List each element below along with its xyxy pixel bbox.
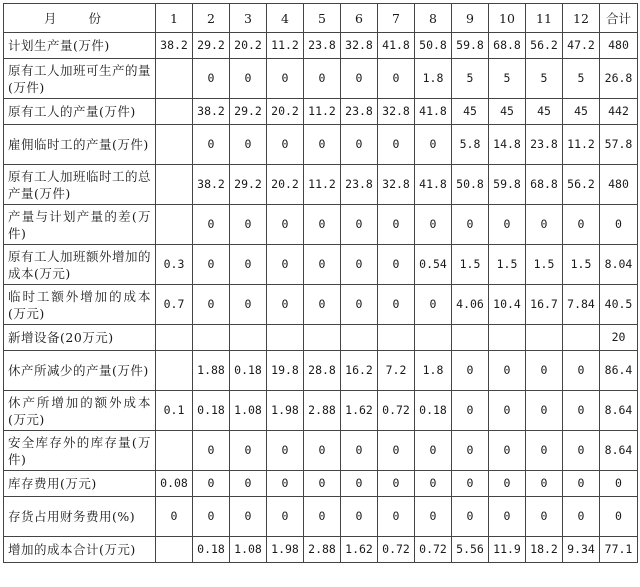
total-cell: 0 <box>600 497 638 537</box>
total-cell: 442 <box>600 99 638 125</box>
row-label: 雇佣临时工的产量(万件) <box>4 125 156 165</box>
value-cell: 38.2 <box>156 33 193 59</box>
table-row <box>4 245 638 285</box>
value-cell: 0 <box>341 497 378 537</box>
value-cell: 29.2 <box>230 99 267 125</box>
header-month-7: 7 <box>378 4 415 33</box>
row-label: 库存费用(万元) <box>4 471 156 497</box>
value-cell: 0 <box>341 471 378 497</box>
value-cell: 0 <box>489 431 526 471</box>
value-cell: 50.8 <box>452 165 489 205</box>
value-cell: 0 <box>230 59 267 99</box>
header-month-label: 月 份 <box>4 4 156 33</box>
value-cell: 0 <box>378 471 415 497</box>
table-row <box>4 325 638 351</box>
header-total: 合计 <box>600 4 638 33</box>
value-cell: 0 <box>452 471 489 497</box>
total-cell: 480 <box>600 33 638 59</box>
table-row <box>4 99 638 125</box>
value-cell: 0 <box>452 391 489 431</box>
total-cell: 8.04 <box>600 245 638 285</box>
value-cell: 38.2 <box>193 165 230 205</box>
value-cell: 45 <box>489 99 526 125</box>
total-cell: 77.1 <box>600 537 638 563</box>
value-cell <box>193 325 230 351</box>
header-month-12: 12 <box>563 4 600 33</box>
value-cell: 0 <box>563 431 600 471</box>
total-cell: 40.5 <box>600 285 638 325</box>
value-cell: 0.08 <box>156 471 193 497</box>
value-cell <box>156 325 193 351</box>
value-cell: 0.18 <box>193 391 230 431</box>
value-cell: 50.8 <box>415 33 452 59</box>
row-label: 产量与计划产量的差(万件) <box>4 205 156 245</box>
value-cell: 20.2 <box>267 165 304 205</box>
header-row <box>4 4 638 33</box>
value-cell: 0 <box>489 205 526 245</box>
table-row <box>4 431 638 471</box>
value-cell: 47.2 <box>563 33 600 59</box>
value-cell: 1.5 <box>526 245 563 285</box>
value-cell: 11.2 <box>563 125 600 165</box>
header-month-3: 3 <box>230 4 267 33</box>
value-cell: 0 <box>563 351 600 391</box>
header-month-1: 1 <box>156 4 193 33</box>
value-cell <box>156 351 193 391</box>
value-cell: 0 <box>526 351 563 391</box>
table-row <box>4 471 638 497</box>
value-cell: 0 <box>526 497 563 537</box>
header-month-6: 6 <box>341 4 378 33</box>
value-cell <box>526 325 563 351</box>
value-cell: 56.2 <box>526 33 563 59</box>
value-cell: 0 <box>563 471 600 497</box>
value-cell: 16.2 <box>341 351 378 391</box>
table-row <box>4 497 638 537</box>
row-label: 原有工人加班可生产的量(万件) <box>4 59 156 99</box>
value-cell: 0 <box>267 245 304 285</box>
value-cell: 0 <box>230 245 267 285</box>
value-cell: 11.2 <box>267 33 304 59</box>
table-row <box>4 125 638 165</box>
value-cell: 0 <box>193 497 230 537</box>
value-cell <box>156 431 193 471</box>
value-cell: 0 <box>563 205 600 245</box>
value-cell: 0 <box>341 59 378 99</box>
value-cell: 59.8 <box>489 165 526 205</box>
table-row <box>4 391 638 431</box>
total-cell: 0 <box>600 471 638 497</box>
value-cell: 0 <box>341 125 378 165</box>
total-cell: 20 <box>600 325 638 351</box>
value-cell: 0 <box>526 431 563 471</box>
value-cell <box>415 325 452 351</box>
value-cell: 0 <box>415 497 452 537</box>
value-cell: 10.4 <box>489 285 526 325</box>
table-body <box>4 33 638 563</box>
value-cell <box>156 537 193 563</box>
row-label: 计划生产量(万件) <box>4 33 156 59</box>
value-cell <box>156 205 193 245</box>
total-cell: 86.4 <box>600 351 638 391</box>
value-cell: 2.88 <box>304 537 341 563</box>
value-cell: 0 <box>304 205 341 245</box>
value-cell: 7.2 <box>378 351 415 391</box>
value-cell: 0 <box>563 497 600 537</box>
table-row <box>4 59 638 99</box>
value-cell: 0 <box>304 285 341 325</box>
value-cell: 19.8 <box>267 351 304 391</box>
value-cell: 0 <box>378 285 415 325</box>
row-label: 原有工人的产量(万件) <box>4 99 156 125</box>
value-cell: 0 <box>452 205 489 245</box>
value-cell: 0 <box>378 245 415 285</box>
value-cell <box>563 325 600 351</box>
value-cell <box>156 99 193 125</box>
value-cell: 0 <box>415 285 452 325</box>
value-cell: 1.08 <box>230 391 267 431</box>
value-cell: 16.7 <box>526 285 563 325</box>
value-cell: 2.88 <box>304 391 341 431</box>
value-cell: 0 <box>230 125 267 165</box>
row-label: 存货占用财务费用(%) <box>4 497 156 537</box>
header-month-5: 5 <box>304 4 341 33</box>
value-cell: 0 <box>230 471 267 497</box>
value-cell: 4.06 <box>452 285 489 325</box>
value-cell: 41.8 <box>415 165 452 205</box>
row-label: 休产所减少的产量(万件) <box>4 351 156 391</box>
value-cell <box>452 325 489 351</box>
value-cell: 0 <box>193 125 230 165</box>
value-cell: 68.8 <box>526 165 563 205</box>
value-cell: 14.8 <box>489 125 526 165</box>
value-cell: 0 <box>526 391 563 431</box>
total-cell: 8.64 <box>600 391 638 431</box>
value-cell: 0.54 <box>415 245 452 285</box>
value-cell: 0 <box>526 205 563 245</box>
value-cell: 0 <box>563 391 600 431</box>
row-label: 原有工人加班临时工的总产量(万件) <box>4 165 156 205</box>
value-cell: 0 <box>378 431 415 471</box>
total-cell: 8.64 <box>600 431 638 471</box>
value-cell: 0 <box>267 431 304 471</box>
value-cell: 0 <box>378 205 415 245</box>
value-cell: 11.2 <box>304 99 341 125</box>
value-cell: 0 <box>193 59 230 99</box>
header-month-9: 9 <box>452 4 489 33</box>
value-cell: 18.2 <box>526 537 563 563</box>
table-row <box>4 165 638 205</box>
value-cell: 9.34 <box>563 537 600 563</box>
value-cell: 0 <box>267 471 304 497</box>
total-cell: 26.8 <box>600 59 638 99</box>
value-cell: 0 <box>415 471 452 497</box>
value-cell: 0 <box>378 497 415 537</box>
value-cell: 0 <box>341 245 378 285</box>
value-cell: 5 <box>526 59 563 99</box>
value-cell: 1.88 <box>193 351 230 391</box>
value-cell: 0 <box>267 205 304 245</box>
value-cell: 5 <box>452 59 489 99</box>
value-cell: 0.3 <box>156 245 193 285</box>
row-label: 安全库存外的库存量(万件) <box>4 431 156 471</box>
value-cell: 5.56 <box>452 537 489 563</box>
value-cell: 1.5 <box>563 245 600 285</box>
value-cell: 0.72 <box>415 537 452 563</box>
value-cell: 0 <box>341 431 378 471</box>
value-cell: 1.62 <box>341 391 378 431</box>
value-cell: 0 <box>526 471 563 497</box>
value-cell: 41.8 <box>415 99 452 125</box>
row-label: 原有工人加班额外增加的成本(万元) <box>4 245 156 285</box>
value-cell: 0 <box>230 205 267 245</box>
value-cell: 5 <box>489 59 526 99</box>
value-cell: 23.8 <box>304 33 341 59</box>
value-cell: 0 <box>230 431 267 471</box>
header-month-8: 8 <box>415 4 452 33</box>
header-month-11: 11 <box>526 4 563 33</box>
value-cell: 29.2 <box>193 33 230 59</box>
value-cell: 0 <box>489 391 526 431</box>
value-cell: 0 <box>304 471 341 497</box>
value-cell: 0 <box>304 431 341 471</box>
value-cell: 0 <box>415 431 452 471</box>
value-cell: 0 <box>452 351 489 391</box>
value-cell: 0.72 <box>378 537 415 563</box>
production-plan-table <box>3 3 638 563</box>
value-cell: 11.2 <box>304 165 341 205</box>
value-cell: 0 <box>378 125 415 165</box>
header-month-2: 2 <box>193 4 230 33</box>
value-cell: 0.1 <box>156 391 193 431</box>
header-month-10: 10 <box>489 4 526 33</box>
value-cell: 1.8 <box>415 59 452 99</box>
value-cell <box>267 325 304 351</box>
table-row <box>4 285 638 325</box>
value-cell: 0 <box>452 431 489 471</box>
value-cell: 0 <box>193 285 230 325</box>
value-cell: 0 <box>193 431 230 471</box>
value-cell: 23.8 <box>526 125 563 165</box>
value-cell: 0 <box>267 285 304 325</box>
row-label: 新增设备(20万元) <box>4 325 156 351</box>
table-row <box>4 537 638 563</box>
value-cell: 1.62 <box>341 537 378 563</box>
value-cell: 29.2 <box>230 165 267 205</box>
value-cell: 0 <box>489 471 526 497</box>
value-cell <box>489 325 526 351</box>
value-cell <box>156 165 193 205</box>
value-cell: 11.9 <box>489 537 526 563</box>
value-cell <box>341 325 378 351</box>
value-cell: 45 <box>526 99 563 125</box>
value-cell: 20.2 <box>230 33 267 59</box>
value-cell: 0 <box>304 245 341 285</box>
value-cell: 59.8 <box>452 33 489 59</box>
value-cell: 20.2 <box>267 99 304 125</box>
value-cell: 41.8 <box>378 33 415 59</box>
value-cell: 0 <box>156 497 193 537</box>
table-row <box>4 33 638 59</box>
value-cell: 0 <box>230 497 267 537</box>
value-cell: 32.8 <box>378 165 415 205</box>
value-cell: 1.8 <box>415 351 452 391</box>
value-cell: 1.08 <box>230 537 267 563</box>
value-cell: 7.84 <box>563 285 600 325</box>
value-cell: 45 <box>452 99 489 125</box>
value-cell: 0 <box>193 205 230 245</box>
value-cell: 0 <box>193 471 230 497</box>
table-row <box>4 351 638 391</box>
value-cell: 0 <box>415 205 452 245</box>
value-cell: 5 <box>563 59 600 99</box>
value-cell: 0.18 <box>230 351 267 391</box>
value-cell <box>156 125 193 165</box>
value-cell <box>230 325 267 351</box>
value-cell: 1.98 <box>267 391 304 431</box>
value-cell: 0 <box>489 497 526 537</box>
total-cell: 0 <box>600 205 638 245</box>
value-cell: 0 <box>267 125 304 165</box>
row-label: 增加的成本合计(万元) <box>4 537 156 563</box>
value-cell: 0.7 <box>156 285 193 325</box>
value-cell: 0 <box>267 497 304 537</box>
value-cell: 56.2 <box>563 165 600 205</box>
value-cell: 0.18 <box>193 537 230 563</box>
value-cell: 0 <box>341 205 378 245</box>
value-cell: 28.8 <box>304 351 341 391</box>
header-month-4: 4 <box>267 4 304 33</box>
value-cell: 0.72 <box>378 391 415 431</box>
value-cell: 1.98 <box>267 537 304 563</box>
value-cell: 1.5 <box>452 245 489 285</box>
row-label: 休产所增加的额外成本(万元) <box>4 391 156 431</box>
value-cell: 0 <box>230 285 267 325</box>
table-row <box>4 205 638 245</box>
value-cell: 0 <box>341 285 378 325</box>
value-cell: 0 <box>304 125 341 165</box>
value-cell <box>156 59 193 99</box>
value-cell: 45 <box>563 99 600 125</box>
value-cell: 0 <box>193 245 230 285</box>
value-cell: 23.8 <box>341 99 378 125</box>
value-cell <box>378 325 415 351</box>
row-label: 临时工额外增加的成本(万元) <box>4 285 156 325</box>
total-cell: 480 <box>600 165 638 205</box>
value-cell: 0 <box>304 59 341 99</box>
value-cell: 68.8 <box>489 33 526 59</box>
value-cell: 38.2 <box>193 99 230 125</box>
value-cell: 0 <box>489 351 526 391</box>
value-cell <box>304 325 341 351</box>
value-cell: 0 <box>304 497 341 537</box>
value-cell: 5.8 <box>452 125 489 165</box>
value-cell: 32.8 <box>341 33 378 59</box>
value-cell: 0 <box>452 497 489 537</box>
value-cell: 32.8 <box>378 99 415 125</box>
value-cell: 23.8 <box>341 165 378 205</box>
value-cell: 0 <box>267 59 304 99</box>
value-cell: 0 <box>415 125 452 165</box>
value-cell: 0 <box>378 59 415 99</box>
value-cell: 1.5 <box>489 245 526 285</box>
value-cell: 0.18 <box>415 391 452 431</box>
total-cell: 57.8 <box>600 125 638 165</box>
